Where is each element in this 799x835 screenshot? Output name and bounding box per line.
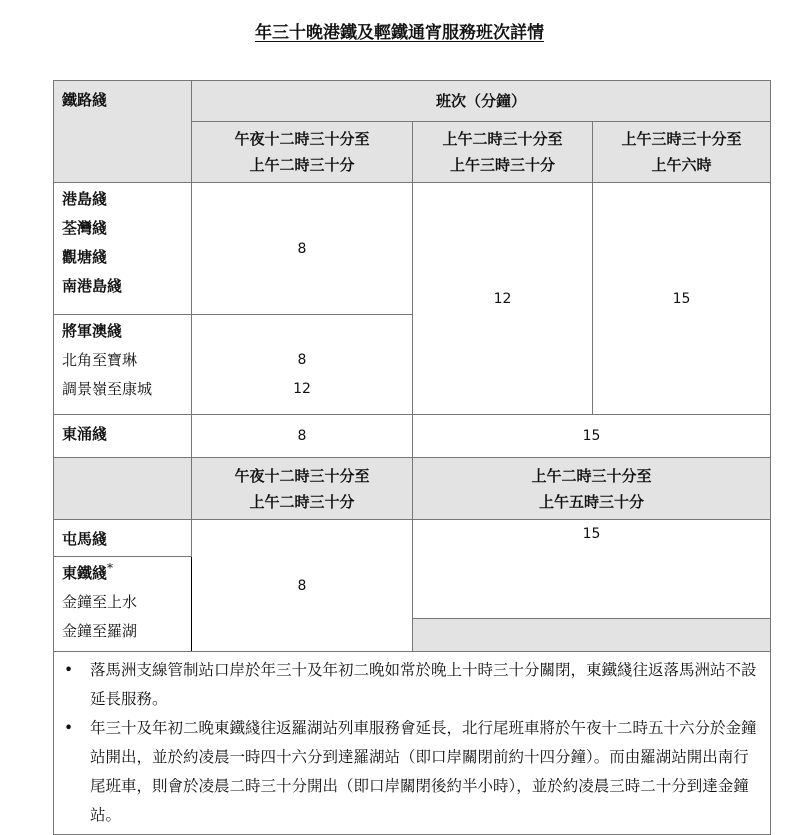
line-name: 東鐵綫 [62, 564, 108, 582]
line-section: 北角至寶琳 [62, 351, 138, 369]
frequency-value: 15 [413, 415, 771, 458]
header-row [54, 81, 771, 122]
frequency-value: 12 [413, 183, 593, 415]
line-group-cell [54, 557, 192, 652]
period-end: 上午六時 [651, 156, 712, 174]
table-row [54, 520, 771, 557]
period-header [413, 122, 593, 183]
period-end: 上午五時三十分 [538, 492, 644, 511]
not-applicable-cell [413, 619, 771, 652]
note-text: 落馬洲支線管制站口岸於年三十及年初二晚如常於晚上十時三十分關閉，東鐵綫往返落馬洲站不設延長服務。 [90, 661, 757, 708]
frequency-value: 8 [192, 183, 413, 315]
period-end: 上午三時三十分 [449, 156, 555, 174]
line-name: 港島綫 [62, 190, 108, 208]
period-header [413, 458, 771, 520]
frequency-value: 12 [293, 381, 311, 397]
bullet: • [64, 719, 74, 737]
line-section: 金鐘至上水 [62, 593, 138, 611]
bullet: • [64, 661, 74, 679]
footnote-marker: * [107, 561, 114, 575]
period-start: 午夜十二時三十分至 [234, 466, 370, 485]
period-start: 午夜十二時三十分至 [234, 130, 370, 148]
frequency-values [192, 315, 413, 415]
table-row [54, 415, 771, 458]
period-header [192, 122, 413, 183]
note-item [64, 714, 762, 830]
notes-row [54, 652, 771, 835]
frequency-value: 15 [593, 183, 771, 415]
line-group-cell [54, 315, 192, 415]
frequency-value: 8 [297, 352, 307, 368]
line-group-cell [54, 183, 192, 315]
period-start: 上午二時三十分至 [531, 466, 652, 485]
line-section: 調景嶺至康城 [62, 380, 153, 398]
line-name: 將軍澳綫 [62, 322, 123, 340]
period-header-row [54, 458, 771, 520]
header-frequency: 班次（分鐘） [192, 81, 771, 122]
frequency-value: 15 [413, 520, 771, 619]
service-frequency-table [53, 80, 771, 835]
line-name: 荃灣綫 [62, 219, 108, 237]
line-section: 金鐘至羅湖 [62, 622, 138, 640]
notes-cell [54, 652, 771, 835]
empty-header-cell [54, 458, 192, 520]
period-start: 上午二時三十分至 [442, 130, 563, 148]
line-name: 屯馬綫 [54, 520, 192, 557]
frequency-value: 8 [192, 520, 413, 652]
note-item [64, 656, 762, 714]
period-header [192, 458, 413, 520]
period-start: 上午三時三十分至 [621, 130, 742, 148]
note-text: 年三十及年初二晚東鐵綫往返羅湖站列車服務會延長，北行尾班車將於午夜十二時五十六分於金鐘站開出，並於約凌晨一時四十六分到達羅湖站（即口岸關閉前約十四分鐘）。而由羅湖站開出南行尾班車，則會於凌晨二時三十分開出（即口岸關閉後約半小時），並於約凌晨三時二十分到達金鐘站。 [90, 719, 757, 824]
line-name: 南港島綫 [62, 277, 123, 295]
period-end: 上午二時三十分 [249, 156, 355, 174]
table-row [54, 183, 771, 315]
period-end: 上午二時三十分 [249, 492, 355, 511]
header-railway-line: 鐵路綫 [54, 81, 192, 183]
page-title: 年三十晚港鐵及輕鐵通宵服務班次詳情 [255, 23, 544, 43]
line-name: 東涌綫 [54, 415, 192, 458]
frequency-value: 8 [192, 415, 413, 458]
line-name: 觀塘綫 [62, 248, 108, 266]
period-header [593, 122, 771, 183]
